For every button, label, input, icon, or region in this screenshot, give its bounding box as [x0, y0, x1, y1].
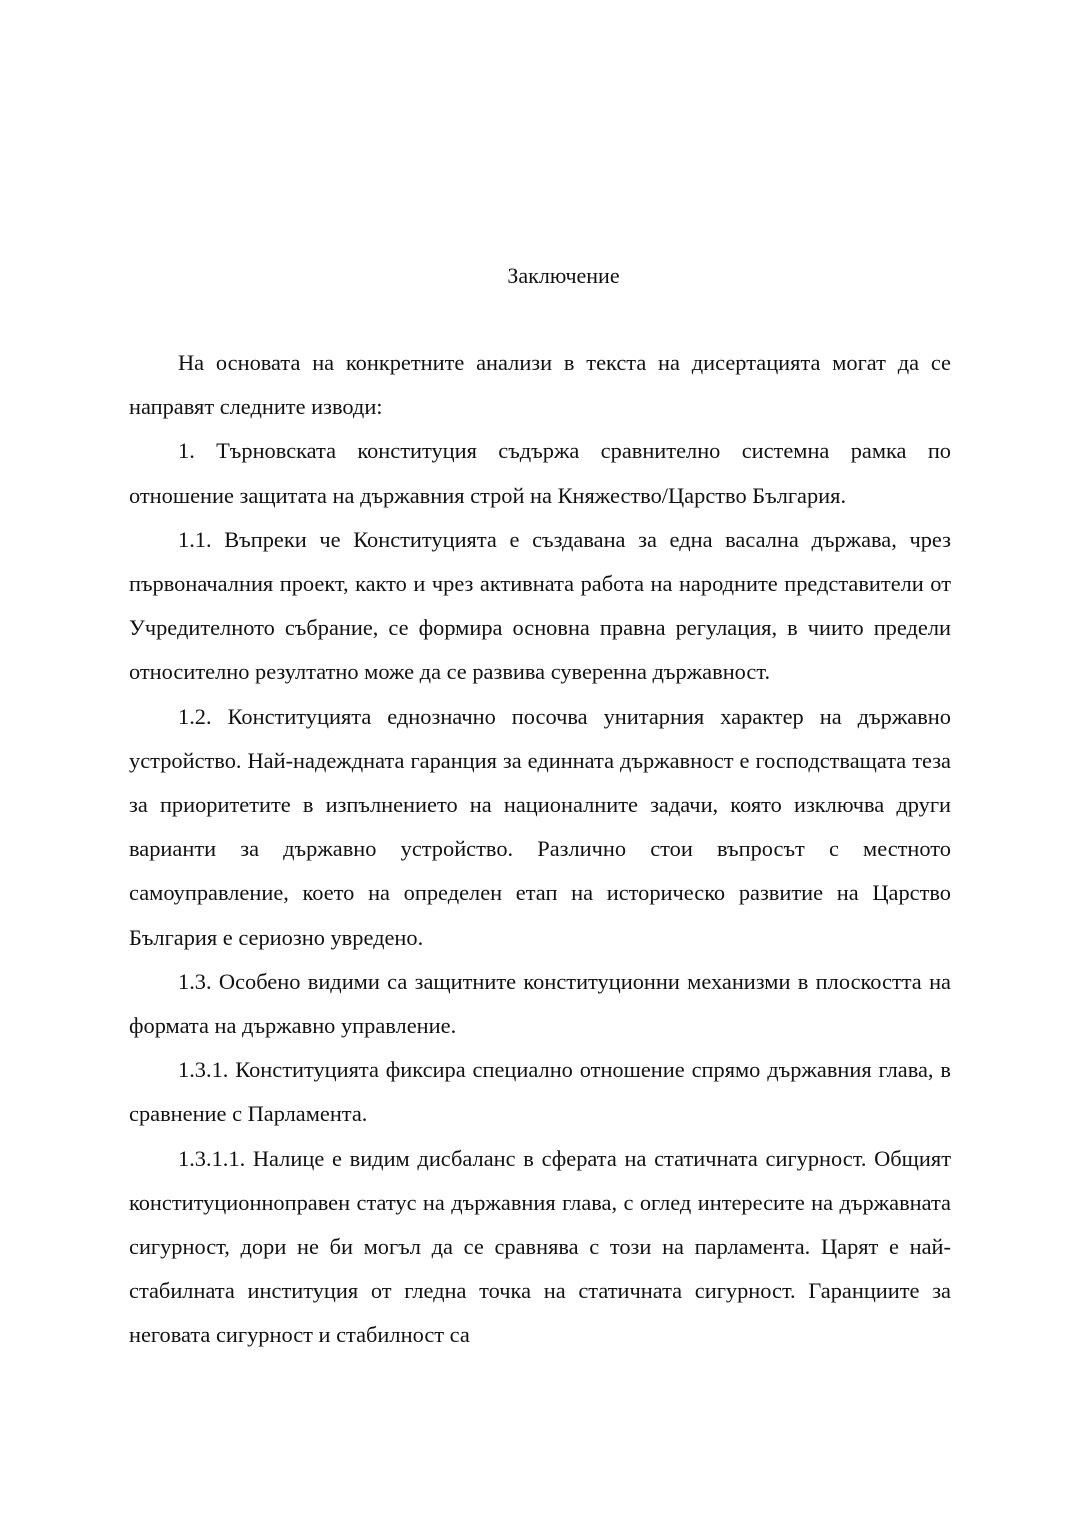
paragraph-1-3-1-1: 1.3.1.1. Налице е видим дисбаланс в сферата на статичната сигурност. Общият конституционноправен статус на държавния глава, с оглед интересите на държавната сигурност, дори не би могъл да се сравнява с този на парламента. Царят е най-стабилната институция от гледна точка на статичната сигурност. Гаранциите за неговата сигурност и стабилност са — [129, 1145, 951, 1348]
paragraph-1-2: 1.2. Конституцията еднозначно посочва унитарния характер на държавно устройство. Най-надеждната гаранция за единната държавност е господстващата теза за приоритетите в изпълнението на националните задачи, която изключва други варианти за държавно устройство. Различно стои въпросът с местното самоуправление, което на определен етап на историческо развитие на Царство България е сериозно увредено. — [129, 703, 951, 950]
paragraph-1-1: 1.1. Въпреки че Конституцията е създавана за една васална държава, чрез първоначалния проект, както и чрез активната работа на народните представители от Учредителното събрание, се формира основна правна регулация, в чиито предели относително резултатно може да се развива суверенна държавност. — [129, 526, 951, 685]
paragraph-1-3-1: 1.3.1. Конституцията фиксира специално отношение спрямо държавния глава, в сравнение с Парламента. — [129, 1057, 951, 1127]
page-title: Заключение — [507, 263, 620, 288]
paragraph-1: 1. Търновската конституция съдържа сравнително системна рамка по отношение защитата на държавния строй на Княжество/Царство България. — [129, 438, 951, 508]
paragraph-1-3: 1.3. Особено видими са защитните конституционни механизми в плоскостта на формата на държавно управление. — [129, 968, 951, 1039]
document-body — [129, 341, 951, 1358]
paragraph-intro: На основата на конкретните анализи в текста на дисертацията могат да се направят следните изводи: — [129, 350, 951, 420]
